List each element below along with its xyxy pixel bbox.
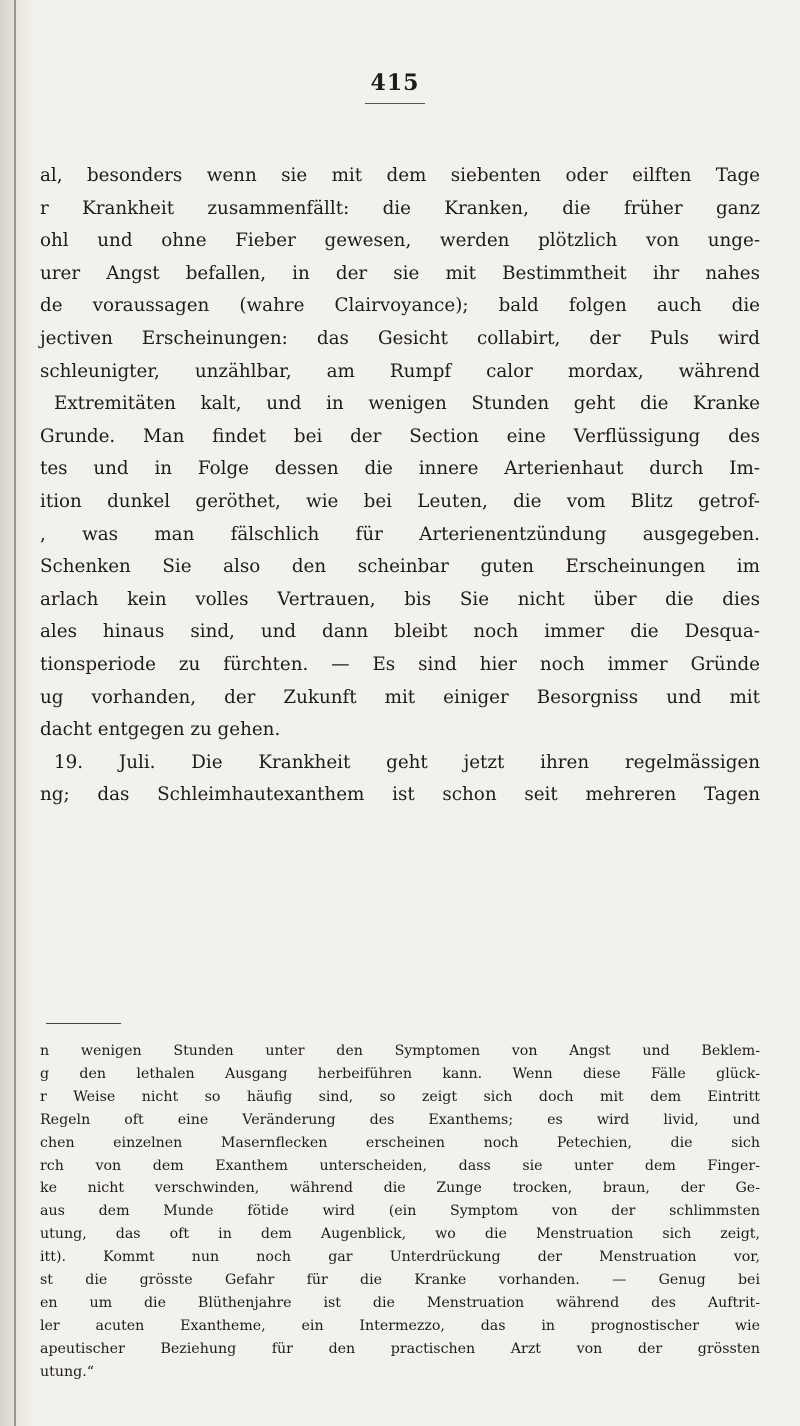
footnote-line: st die grösste Gefahr für die Kranke vorhanden. — Genug bei xyxy=(40,1272,760,1289)
main-text-line: arlach kein volles Vertrauen, bis Sie nicht über die dies xyxy=(40,588,760,610)
main-text-line: Schenken Sie also den scheinbar guten Erscheinungen im xyxy=(40,556,760,578)
main-text-line: Grunde. Man findet bei der Section eine Verflüssigung des xyxy=(40,425,760,447)
binding-gutter xyxy=(0,0,36,1426)
main-text-line: ng; das Schleimhautexanthem ist schon seit mehreren Tagen xyxy=(40,784,760,806)
main-text-line: de voraussagen (wahre Clairvoyance); bald folgen auch die xyxy=(40,295,760,317)
footnote-line: utung, das oft in dem Augenblick, wo die Menstruation sich zeigt, xyxy=(40,1226,760,1243)
main-text-line: ales hinaus sind, und dann bleibt noch immer die Desqua- xyxy=(40,621,760,643)
main-text-line: Extremitäten kalt, und in wenigen Stunden geht die Kranke xyxy=(54,393,760,415)
main-text-line: r Krankheit zusammenfällt: die Kranken, die früher ganz xyxy=(40,197,760,219)
main-text-line: , was man fälschlich für Arterienentzündung ausgegeben. xyxy=(40,523,760,545)
main-text-line: ition dunkel geröthet, wie bei Leuten, die vom Blitz getrof- xyxy=(40,490,760,512)
footnote-line: utung.“ xyxy=(40,1363,94,1380)
binding-edge-line xyxy=(14,0,16,1426)
footnote-line: apeutischer Beziehung für den practischen Arzt von der grössten xyxy=(40,1340,760,1357)
footnote-line: itt). Kommt nun noch gar Unterdrückung der Menstruation vor, xyxy=(40,1249,760,1266)
footnote-line: chen einzelnen Masernflecken erscheinen noch Petechien, die sich xyxy=(40,1134,760,1151)
footnote-separator xyxy=(46,1023,121,1024)
main-text-line: schleunigter, unzählbar, am Rumpf calor mordax, während xyxy=(40,360,760,382)
main-text-line: urer Angst befallen, in der sie mit Bestimmtheit ihr nahes xyxy=(40,262,760,284)
main-text-block xyxy=(40,160,760,812)
page-number-underline xyxy=(365,103,425,104)
footnote-block xyxy=(40,1040,760,1384)
main-text-line: al, besonders wenn sie mit dem siebenten oder eilften Tage xyxy=(40,165,760,186)
footnote-line: en um die Blüthenjahre ist die Menstruation während des Auftrit- xyxy=(40,1294,760,1311)
footnote-line: Regeln oft eine Veränderung des Exanthems; es wird livid, und xyxy=(40,1111,760,1128)
footnote-line: g den lethalen Ausgang herbeiführen kann. Wenn diese Fälle glück- xyxy=(40,1065,760,1082)
footnote-line: rch von dem Exanthem unterscheiden, dass sie unter dem Finger- xyxy=(40,1157,760,1174)
footnote-line: ler acuten Exantheme, ein Intermezzo, das in prognostischer wie xyxy=(40,1317,760,1334)
main-text-line: ug vorhanden, der Zukunft mit einiger Besorgniss und mit xyxy=(40,686,760,708)
footnote-line: r Weise nicht so häufig sind, so zeigt sich doch mit dem Eintritt xyxy=(40,1088,760,1105)
footnote-line: aus dem Munde fötide wird (ein Symptom von der schlimmsten xyxy=(40,1203,760,1220)
footnote-line: ke nicht verschwinden, während die Zunge trocken, braun, der Ge- xyxy=(40,1180,760,1197)
main-text-line: dacht entgegen zu gehen. xyxy=(40,719,281,741)
main-text-line: jectiven Erscheinungen: das Gesicht collabirt, der Puls wird xyxy=(40,327,760,349)
main-text-line: 19. Juli. Die Krankheit geht jetzt ihren regelmässigen xyxy=(54,751,760,773)
footnote-line: n wenigen Stunden unter den Symptomen von Angst und Beklem- xyxy=(40,1043,760,1059)
main-text-line: ohl und ohne Fieber gewesen, werden plötzlich von unge- xyxy=(40,230,760,252)
main-text-line: tes und in Folge dessen die innere Arterienhaut durch Im- xyxy=(40,458,760,480)
main-text-line: tionsperiode zu fürchten. — Es sind hier noch immer Gründe xyxy=(40,653,760,675)
page-number: 415 xyxy=(370,70,420,96)
